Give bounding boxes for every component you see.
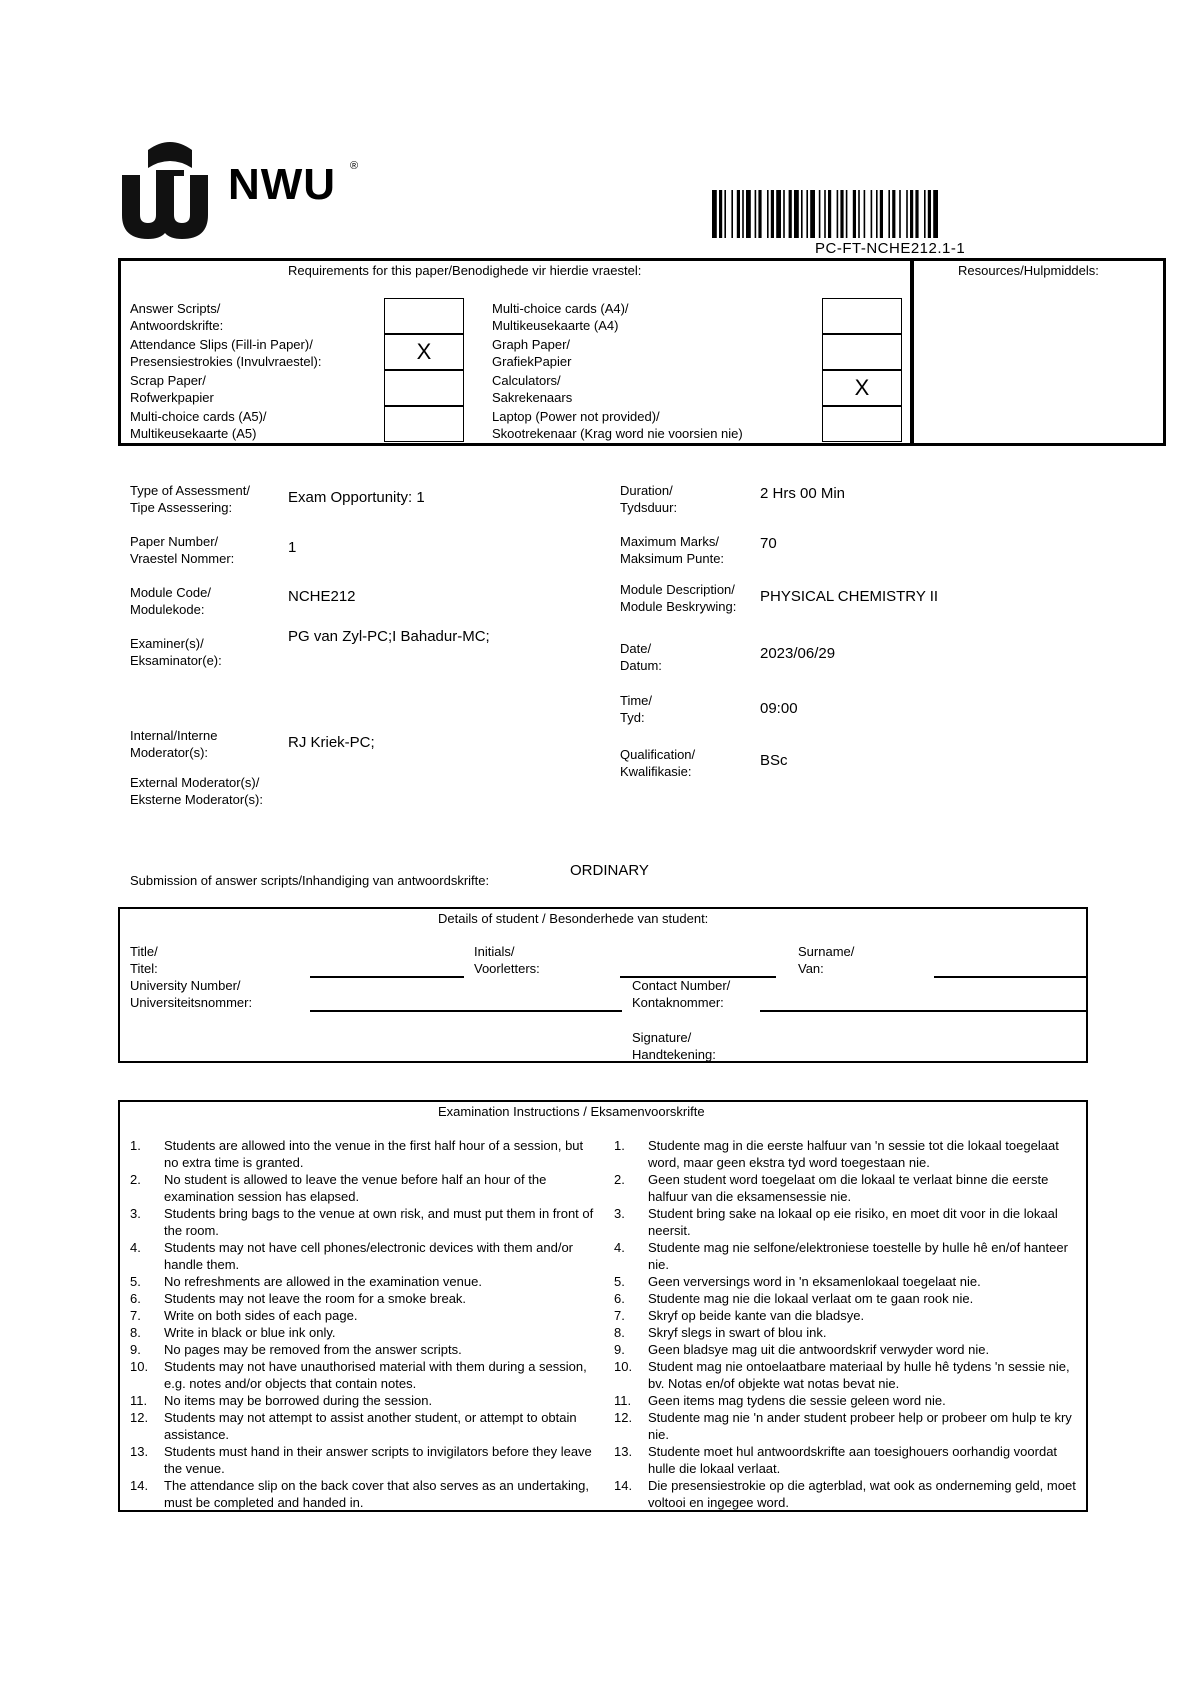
list-item: 13. Studente moet hul antwoordskrifte aan toesighouers oorhandig voordat hulle die lokaal verlaat. (614, 1444, 1058, 1476)
list-item: 2. Geen student word toegelaat om die lokaal te verlaat binne die eerste halfuur van die eksamensessie nie. (614, 1172, 1049, 1204)
contact-number-label: Contact Number/ Kontaknommer: (632, 978, 731, 1010)
requirement-checkbox[interactable] (384, 298, 464, 334)
date-value: 2023/06/29 (760, 645, 836, 662)
list-item: 8. Write in black or blue ink only. (130, 1325, 336, 1340)
paper-number-value: 1 (288, 539, 297, 556)
list-item: 12. Students may not attempt to assist another student, or attempt to obtain assistance. (130, 1410, 577, 1442)
requirement-label: Multi-choice cards (A4)/ Multikeusekaarte (A4) (492, 301, 629, 333)
time-value: 09:00 (760, 700, 798, 717)
qualification-value: BSc (760, 752, 788, 769)
nwu-logo-icon (118, 140, 223, 240)
submission-value: ORDINARY (570, 862, 649, 879)
list-item: 5. No refreshments are allowed in the examination venue. (130, 1274, 482, 1289)
requirement-label: Multi-choice cards (A5)/ Multikeusekaarte (A5) (130, 409, 267, 441)
date-label: Date/ Datum: (620, 641, 662, 673)
student-details-title: Details of student / Besonderhede van student: (438, 911, 709, 926)
examiners-label: Examiner(s)/ Eksaminator(e): (130, 636, 222, 668)
title-field[interactable] (310, 976, 464, 978)
list-item: 9. No pages may be removed from the answer scripts. (130, 1342, 462, 1357)
list-item: 3. Student bring sake na lokaal op eie risiko, en moet dit voor in die lokaal neersit. (614, 1206, 1058, 1238)
paper-number-label: Paper Number/ Vraestel Nommer: (130, 534, 235, 566)
list-item: 12. Studente mag nie 'n ander student probeer help or probeer om hulp te kry nie. (614, 1410, 1072, 1442)
list-item: 10. Students may not have unauthorised material with them during a session, e.g. notes and/or objects that contain notes. (130, 1359, 587, 1391)
list-item: 5. Geen verversings word in 'n eksamenlokaal toegelaat nie. (614, 1274, 981, 1289)
time-label: Time/ Tyd: (620, 693, 653, 725)
list-item: 10. Student mag nie ontoelaatbare materiaal by hulle hê tydens 'n sessie nie, bv. Notas en/of objekte wat notas bevat nie. (614, 1359, 1070, 1391)
submission-label: Submission of answer scripts/Inhandiging van antwoordskrifte: (130, 873, 490, 888)
requirements-title: Requirements for this paper/Benodighede vir hierdie vraestel: (288, 263, 642, 278)
requirement-label: Calculators/ Sakrekenaars (492, 373, 573, 405)
registered-mark: ® (350, 160, 359, 172)
list-item: 6. Students may not leave the room for a smoke break. (130, 1291, 467, 1306)
requirement-label: Attendance Slips (Fill-in Paper)/ Presensiestrokies (Invulvraestel): (130, 337, 322, 369)
requirement-checkbox[interactable] (822, 406, 902, 442)
signature-label: Signature/ Handtekening: (632, 1030, 716, 1062)
requirement-label: Answer Scripts/ Antwoordskrifte: (130, 301, 224, 333)
instructions-afrikaans (614, 1137, 1080, 1511)
requirement-checkbox[interactable]: X (384, 334, 464, 370)
logo-text: NWU (228, 160, 337, 209)
requirement-label: Graph Paper/ GrafiekPapier (492, 337, 572, 369)
max-marks-label: Maximum Marks/ Maksimum Punte: (620, 534, 725, 566)
university-number-field[interactable] (310, 1010, 622, 1012)
requirements-divider (910, 258, 914, 446)
duration-label: Duration/ Tydsduur: (620, 483, 678, 515)
university-number-label: University Number/ Universiteitsnommer: (130, 978, 253, 1010)
list-item: 14. Die presensiestrokie op die agterblad, wat ook as onderneming geld, moet voltooi en ingegee word. (614, 1478, 1076, 1510)
qualification-label: Qualification/ Kwalifikasie: (620, 747, 696, 779)
internal-moderator-value: RJ Kriek-PC; (288, 734, 375, 751)
requirement-label: Laptop (Power not provided)/ Skootrekenaar (Krag word nie voorsien nie) (492, 409, 743, 441)
list-item: 7. Write on both sides of each page. (130, 1308, 358, 1323)
assessment-type-value: Exam Opportunity: 1 (288, 489, 425, 506)
list-item: 11. No items may be borrowed during the session. (130, 1393, 433, 1408)
list-item: 8. Skryf slegs in swart of blou ink. (614, 1325, 827, 1340)
initials-label: Initials/ Voorletters: (474, 944, 540, 976)
max-marks-value: 70 (760, 535, 777, 552)
examiners-value: PG van Zyl-PC;I Bahadur-MC; (288, 628, 490, 645)
duration-value: 2 Hrs 00 Min (760, 485, 846, 502)
instructions-english (130, 1137, 594, 1511)
list-item: 7. Skryf op beide kante van die bladsye. (614, 1308, 865, 1323)
list-item: 13. Students must hand in their answer scripts to invigilators before they leave the venue. (130, 1444, 592, 1476)
module-code-value: NCHE212 (288, 588, 356, 605)
student-details-box (118, 907, 1088, 1063)
list-item: 1. Studente mag in die eerste halfuur van 'n sessie tot die lokaal toegelaat word, maar geen ekstra tyd word toegestaan nie. (614, 1138, 1059, 1170)
contact-number-field[interactable] (760, 1010, 1086, 1012)
list-item: 11. Geen items mag tydens die sessie geleen word nie. (614, 1393, 946, 1408)
module-description-label: Module Description/ Module Beskrywing: (620, 582, 737, 614)
list-item: 4. Studente mag nie selfone/elektroniese toestelle by hulle hê en/of hanteer nie. (614, 1240, 1068, 1272)
instructions-title: Examination Instructions / Eksamenvoorskrifte (438, 1104, 705, 1119)
list-item: 14. The attendance slip on the back cover that also serves as an undertaking, must be completed and handed in. (130, 1478, 589, 1510)
module-code-label: Module Code/ Modulekode: (130, 585, 211, 617)
barcode-text: PC-FT-NCHE212.1-1 (815, 240, 966, 257)
surname-label: Surname/ Van: (798, 944, 855, 976)
barcode-icon (712, 190, 1072, 238)
external-moderator-label: External Moderator(s)/ Eksterne Moderator(s): (130, 775, 263, 807)
requirement-checkbox[interactable] (384, 406, 464, 442)
surname-field[interactable] (934, 976, 1086, 978)
module-description-value: PHYSICAL CHEMISTRY II (760, 588, 939, 605)
internal-moderator-label: Internal/Interne Moderator(s): (130, 728, 218, 760)
assessment-type-label: Type of Assessment/ Tipe Assessering: (130, 483, 250, 515)
list-item: 2. No student is allowed to leave the venue before half an hour of the examination session has elapsed. (130, 1172, 547, 1204)
resources-title: Resources/Hulpmiddels: (958, 263, 1099, 278)
requirement-checkbox[interactable] (384, 370, 464, 406)
requirement-label: Scrap Paper/ Rofwerkpapier (130, 373, 214, 405)
requirement-checkbox[interactable]: X (822, 370, 902, 406)
title-label: Title/ Titel: (130, 944, 158, 976)
list-item: 9. Geen bladsye mag uit die antwoordskrif verwyder word nie. (614, 1342, 990, 1357)
list-item: 1. Students are allowed into the venue in the first half hour of a session, but no extra time is granted. (130, 1138, 584, 1170)
requirement-checkbox[interactable] (822, 298, 902, 334)
list-item: 6. Studente mag nie die lokaal verlaat om te gaan rook nie. (614, 1291, 974, 1306)
requirement-checkbox[interactable] (822, 334, 902, 370)
list-item: 3. Students bring bags to the venue at own risk, and must put them in front of the room. (130, 1206, 594, 1238)
list-item: 4. Students may not have cell phones/electronic devices with them and/or handle them. (130, 1240, 574, 1272)
